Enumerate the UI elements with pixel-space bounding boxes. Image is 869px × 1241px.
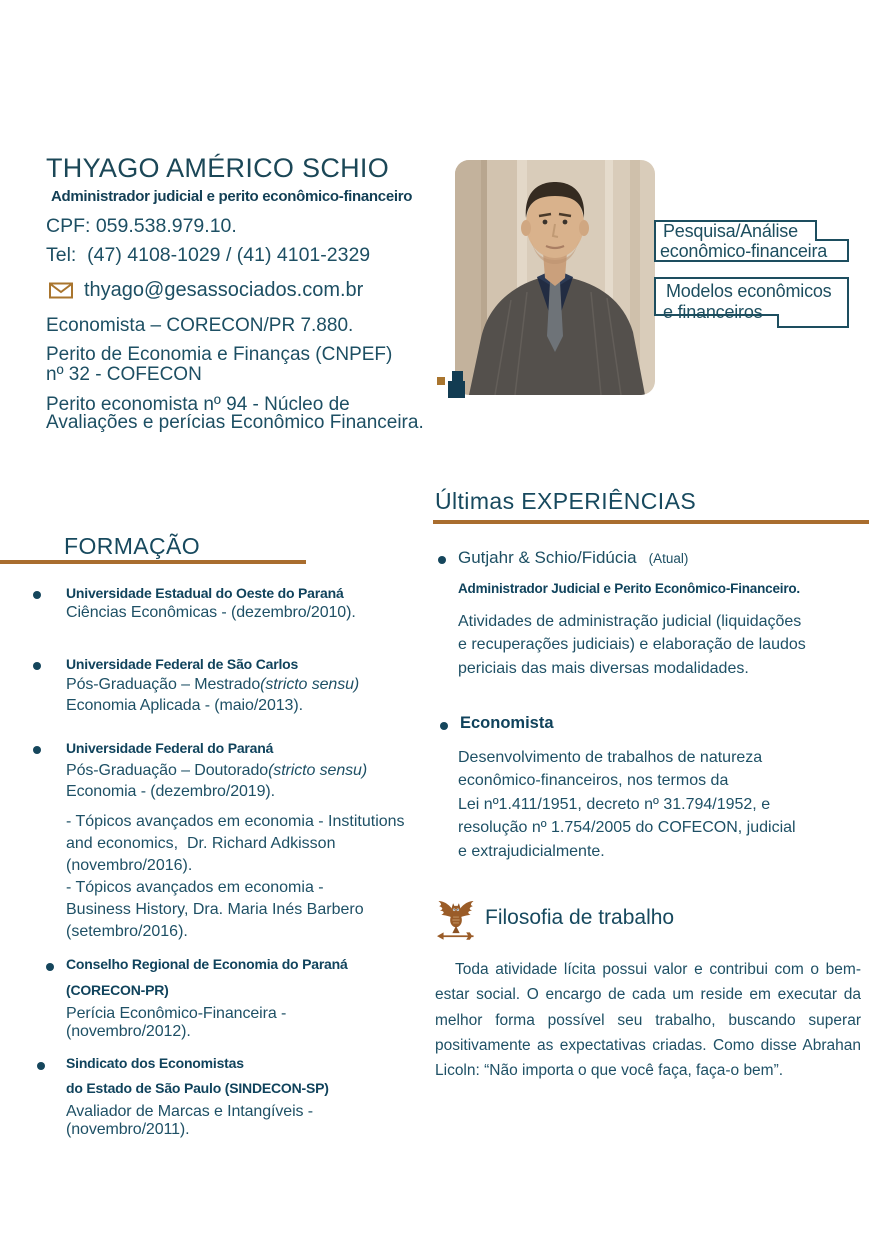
education-detail-italic: (stricto sensu) [268,762,368,779]
experience-description [458,746,796,863]
credential-line: Economista – CORECON/PR 7.880. [46,315,354,336]
education-institution: Universidade Federal de São Carlos [66,656,299,672]
education-topic-line: - Tópicos avançados em economia - [66,879,324,896]
bullet-dot [33,662,41,670]
credential-line: nº 32 - COFECON [46,364,202,385]
experience-line: Desenvolvimento de trabalhos de natureza [458,749,763,766]
bullet-dot [440,722,448,730]
education-institution: Universidade Federal do Paraná [66,740,274,756]
experience-status: (Atual) [648,551,689,566]
bullet-dot [37,1062,45,1070]
decor-square-brown [437,377,445,385]
filosofia-paragraph: Toda atividade lícita possui valor e contribui com o bem-estar social. O encargo de cada um reside em executar da melhor forma possível seu trabalho, buscando superar positivamente as expectativas criadas. Como disse Abrahan Licoln: “Não importa o que você faça, faça-o bem”. [435,961,861,1080]
candidate-title: Administrador judicial e perito econômico-financeiro [51,188,413,205]
education-topic-line: - Tópicos avançados em economia - Institutions [66,813,405,830]
education-detail: Economia Aplicada - (maio/2013). [66,697,303,714]
bullet-dot [46,963,54,971]
education-topic-line: Business History, Dra. Maria Inés Barbero [66,901,364,918]
cpf-line: CPF: 059.538.979.10. [46,215,237,237]
experience-line: periciais das mais diversas modalidades. [458,659,749,677]
education-detail [66,762,367,780]
decor-square-navy-large [448,381,465,398]
section-heading-filosofia: Filosofia de trabalho [485,906,675,929]
experience-line: Lei nº1.411/1951, decreto nº 31.794/1952, e [458,795,771,813]
section-heading-experiencias: Últimas EXPERIÊNCIAS [435,488,697,514]
education-detail: Avaliador de Marcas e Intangíveis - [66,1103,314,1120]
education-detail: Economia - (dezembro/2019). [66,783,275,800]
experience-description [458,610,806,680]
education-institution: (CORECON-PR) [66,982,169,998]
credential-line: Avaliações e perícias Econômico Financeira. [46,412,424,433]
experience-org: Gutjahr & Schio/Fidúcia [458,548,637,567]
formacao-rule [0,560,306,564]
education-institution: Conselho Regional de Economia do Paraná [66,956,348,972]
experience-line: e recuperações judiciais) e elaboração de laudos [458,636,806,654]
education-detail-text: Pós-Graduação – Doutorado [66,762,269,779]
experience-line: e extrajudicialmente. [458,842,605,860]
education-topic-line: (novembro/2016). [66,857,193,874]
education-detail-italic: (stricto sensu) [260,676,360,693]
email-text: thyago@gesassociados.com.br [84,279,364,301]
education-detail-text: Pós-Graduação – Mestrado [66,676,261,693]
education-topic [66,877,364,943]
eagle-emblem-icon [437,899,475,946]
education-topic-line: and economics, Dr. Richard Adkisson [66,835,336,852]
experience-line: Atividades de administração judicial (liquidações [458,613,802,630]
credential-line: Perito de Economia e Finanças (CNPEF) [46,344,393,365]
education-institution: Sindicato dos Economistas [66,1055,244,1071]
education-detail: Perícia Econômico-Financeira - [66,1005,287,1022]
education-topic-line: (setembro/2016). [66,923,188,940]
bullet-dot [438,556,446,564]
tag-line: econômico-financeira [660,241,828,261]
tag-line: Pesquisa/Análise [663,221,798,241]
education-detail: Ciências Econômicas - (dezembro/2010). [66,604,356,621]
candidate-name: THYAGO AMÉRICO SCHIO [46,153,390,183]
experiencias-rule [433,520,869,524]
education-institution: Universidade Estadual do Oeste do Paraná [66,585,344,601]
experience-line: econômico-financeiros, nos termos da [458,772,729,790]
section-heading-formacao: FORMAÇÃO [64,533,201,559]
bullet-dot [33,746,41,754]
tag-line: Modelos econômicos [666,281,832,301]
email-row [49,279,363,302]
credential-line: Perito economista nº 94 - Núcleo de [46,394,350,415]
education-topic [66,811,405,877]
education-detail: (novembro/2011). [66,1121,190,1138]
experience-org-row [458,548,688,568]
envelope-icon [49,282,73,299]
education-detail [66,676,359,694]
education-institution: do Estado de São Paulo (SINDECON-SP) [66,1080,329,1096]
bullet-dot [33,591,41,599]
experience-role: Administrador Judicial e Perito Econômico-Financeiro. [458,581,800,596]
experience-org: Economista [460,714,554,732]
phone-line: Tel: (47) 4108-1029 / (41) 4101-2329 [46,244,371,266]
portrait-photo [455,160,655,395]
experience-line: resolução nº 1.754/2005 do COFECON, judicial [458,819,796,837]
education-detail: (novembro/2012). [66,1023,191,1040]
tag-line: e financeiros [663,302,763,322]
